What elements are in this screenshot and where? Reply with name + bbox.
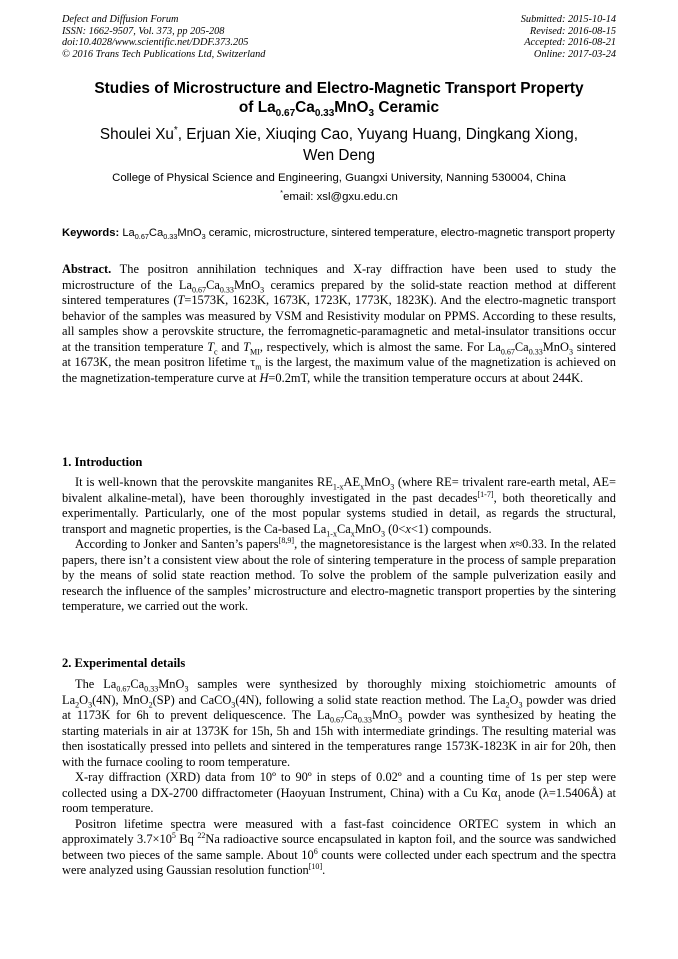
- journal-copyright: © 2016 Trans Tech Publications Ltd, Switzerland: [62, 48, 266, 60]
- abstract-label: Abstract.: [62, 262, 112, 276]
- affiliation: College of Physical Science and Engineering, Guangxi University, Nanning 530004, China: [112, 172, 566, 184]
- journal-doi[interactable]: doi:10.4028/www.scientific.net/DDF.373.205: [62, 37, 249, 49]
- introduction-body: [62, 475, 616, 615]
- abstract: Abstract. The positron annihilation techniques and X-ray diffraction have been used to study the microstructure of the $La_{0.67}Ca_{0.33}MnO_3$ ceramics prepared by the solid-state reaction method at different sintered temperatures (T=1573K, 1623K, 1673K, 1723K, 1773K, 1823K). And the electro-magnetic transport behavior of the samples was measured by VSM and Resistivity modular on PPMS. According to these results, all samples show a perovskite structure, the ferromagnetic-paramagnetic and metal-insulator transitions occur at the transition temperature $T_c$ and $T_{MI}$, respectively, which is almost the same. For $La_{0.67}Ca_{0.33}MnO_3$ sintered at 1673K, the mean positron lifetime $\tau_m$ is the largest, the maximum value of the magnetization is achieved on the magnetization-temperature curve at H=0.2mT, while the transition temperature occurs at about 244K.: [62, 262, 616, 385]
- corresponding-email[interactable]: *email: xsl@gxu.edu.cn: [280, 188, 398, 203]
- author-list: [62, 124, 616, 166]
- intro-paragraph-1: It is well-known that the perovskite manganites $RE_{1-x}AE_xMnO_3$ (where RE= trivalent rare-earth metal, AE= bivalent alkaline-metal), have been thoroughly investigated in the past decades[1-7], both theoretically and experimentally. Particularly, one of the most popular systems studied in detail, as regards the structural, transport and magnetic properties, is the Ca-based $La_{1-x}Ca_xMnO_3$ (0<x<1) compounds.: [62, 475, 616, 538]
- section-heading-experimental: 2. Experimental details: [62, 656, 186, 670]
- date-online: Online: 2017-03-24: [533, 48, 616, 60]
- title-line-2: of $La_{0.67}Ca_{0.33}MnO_3$ Ceramic: [238, 98, 440, 119]
- keywords-label: Keywords:: [62, 227, 120, 239]
- paper-title: [62, 80, 616, 117]
- authors-line-1: Shoulei Xu*, Erjuan Xie, Xiuqing Cao, Yuyang Huang, Dingkang Xiong,: [99, 124, 579, 143]
- date-revised: Revised: 2016-08-15: [529, 25, 616, 37]
- section-heading-introduction: 1. Introduction: [62, 455, 143, 469]
- exp-paragraph-2: X-ray diffraction (XRD) data from 10º to 90º in steps of 0.02º and a counting time of 1s per step were collected using a DX-2700 diffractometer (Haoyuan Instrument, China) with a Cu $K\alpha_1$ anode (λ=1.5406Å) at room temperature.: [62, 770, 616, 815]
- title-line-1: Studies of Microstructure and Electro-Magnetic Transport Property: [94, 80, 584, 97]
- keywords: Keywords: $La_{0.67}Ca_{0.33}MnO_3$ ceramic, microstructure, sintered temperature, electro-magnetic transport property: [62, 227, 615, 242]
- experimental-body: [62, 677, 616, 879]
- date-submitted: Submitted: 2015-10-14: [520, 14, 616, 25]
- authors-line-2: Wen Deng: [303, 147, 375, 164]
- journal-info: [62, 14, 265, 60]
- intro-paragraph-2: According to Jonker and Santen’s papers[8,9], the magnetoresistance is the largest when x≈0.33. In the related papers, there isn’t a consistent view about the role of sintering temperature in the process of sample preparation by the means of solid state reaction method. To solve the problem of the sample pulverization easily and research the influence of the samples’ microstructure and electro-magnetic transport properties by the sintering temperature, we carried out the work.: [62, 535, 616, 613]
- exp-paragraph-1: The $La_{0.67}Ca_{0.33}MnO_3$ samples were synthesized by thoroughly mixing stoichiometric amounts of $La_2O_3(4N)$, MnO$_2$(SP) and CaCO$_3$(4N), following a solid state reaction method. The $La_2O_3$ powder was dried at 1173K for 6h to prevent deliquescence. The $La_{0.67}Ca_{0.33}MnO_3$ powder was synthesized by heating the starting materials in air at 1373K for 15h, 5h and 15h with intermediate grindings. The resulting material was then isostatically pressed into pellets and sintered in the temperatures range 1573K-1823K in air for 20h, then with the furnace cooling to room temperature.: [62, 677, 617, 769]
- journal-issn: ISSN: 1662-9507, Vol. 373, pp 205-208: [62, 25, 225, 37]
- journal-name: Defect and Diffusion Forum: [62, 14, 179, 25]
- exp-paragraph-3: Positron lifetime spectra were measured with a fast-fast coincidence ORTEC system in which an approximately $3.7\times 10^5$ Bq $^{22}$Na radioactive source encapsulated in kapton foil, and the source was sandwiched between two pieces of the same sample. About $10^6$ counts were collected under each spectrum and the spectra were analyzed using Gaussian resolution function[10].: [62, 816, 617, 877]
- dates-info: [521, 14, 616, 60]
- date-accepted: Accepted: 2016-08-21: [524, 37, 616, 49]
